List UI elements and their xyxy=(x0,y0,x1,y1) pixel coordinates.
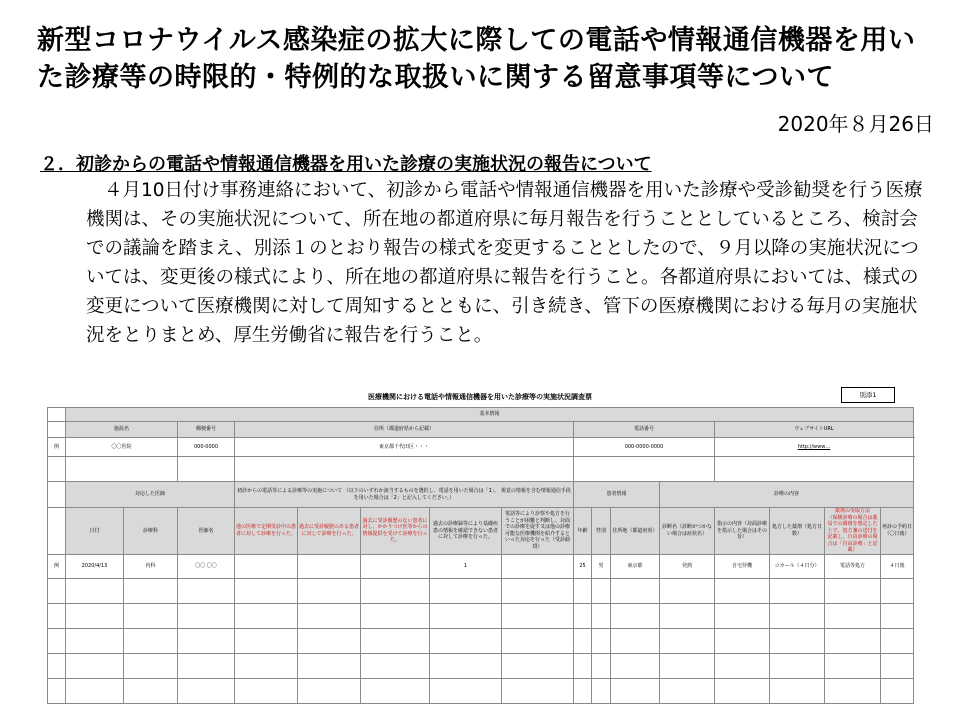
survey-form-image xyxy=(47,386,913,700)
example-address: 東京都千代田区・・・ xyxy=(235,438,574,457)
col-residence: 住所地（都道府県） xyxy=(611,508,660,555)
empty-row xyxy=(48,653,914,678)
empty-row xyxy=(48,603,914,628)
col-website: ウェブサイトURL xyxy=(715,422,914,438)
document-date: 2020年８月26日 xyxy=(777,112,934,136)
col-age: 年齢 xyxy=(574,508,592,555)
example-facility-name: 〇〇医院 xyxy=(66,438,178,457)
col-diagnosis: 診断名（診断がつかない場合は症状名） xyxy=(660,508,715,555)
col-department: 診療科 xyxy=(124,508,178,555)
col-phone: 電話番号 xyxy=(574,422,715,438)
empty-row xyxy=(48,628,914,653)
doctor-group-header: 対応した医師 xyxy=(66,482,235,508)
example-diagnosis: 発熱 xyxy=(660,554,715,578)
blank-cell xyxy=(48,482,66,508)
col-instruction: 指示の内容（対面診療を指示した場合はその旨） xyxy=(715,508,770,555)
col-past-history: 過去に受診履歴のある患者に対して診療を行った。 xyxy=(298,508,361,555)
col-prescription: 処方した薬剤（処方日数） xyxy=(770,508,825,555)
col-recommend-visit: 電話等により診察や処方を行うことが困難と判断し、対面での診療を促す又は他の診療可能な医療機関を紹介するといった対応を行った（受診勧奨） xyxy=(502,508,574,555)
col-postal-code: 郵便番号 xyxy=(178,422,235,438)
form-title: 医療機関における電話や情報通信機器を用いた診療等の実施状況調査票 xyxy=(368,393,592,401)
example-drug-delivery: 電話等処方 xyxy=(825,554,881,578)
col-address: 住所（都道府県から記載） xyxy=(235,422,574,438)
col-doctor-name: 医師名 xyxy=(178,508,235,555)
row-label-example: 例 xyxy=(48,438,66,457)
drug-delivery-label: 薬剤の受取方法 xyxy=(834,508,870,514)
empty-row xyxy=(48,678,914,703)
page-title: 新型コロナウイルス感染症の拡大に際しての電話や情報通信機器を用いた診療等の時限的・特例的な取扱いに関する留意事項等について xyxy=(37,25,916,93)
example-no-record-value: 1 xyxy=(430,554,502,578)
blank-cell xyxy=(48,508,66,555)
empty-row xyxy=(48,578,914,603)
col-regular-patient: 他の医療で定期受診中の患者に対して診療を行った。 xyxy=(235,508,298,555)
example-age: 25 xyxy=(574,554,592,578)
content-group-header: 診療の内容 xyxy=(660,482,914,508)
example-phone: 000-0000-0000 xyxy=(574,438,715,457)
section-body: ４月10日付け事務連絡において、初診から電話や情報通信機器を用いた診療や受診勧奨を行う医療機関は、その実施状況について、所在地の都道府県に毎月報告を行うこととしているところ、検討会での議論を踏まえ、別添１のとおり報告の様式を変更することとしたので、９月以降の実施状況については、変更後の様式により、所在地の都道府県に報告を行うこと。各都道府県においては、様式の変更について医療機関に対して周知するとともに、引き続き、管下の医療機関における毎月の実施状況をとりまとめ、厚生労働省に報告を行うこと。 xyxy=(86,180,923,346)
example-instruction: 自宅待機 xyxy=(715,554,770,578)
basic-info-header: 基本情報 xyxy=(66,408,914,422)
attachment-badge: 別添1 xyxy=(841,387,895,403)
col-no-record: 過去の診療録等により基礎疾患の情報を確認できない患者に対して診療を行った。 xyxy=(430,508,502,555)
col-facility-name: 施設名 xyxy=(66,422,178,438)
blank-cell xyxy=(48,457,66,482)
col-drug-delivery xyxy=(825,508,881,555)
example-date: 2020/4/13 xyxy=(66,554,124,578)
drug-delivery-note: （保険診療の場合は薬局での調剤を想定した上で、処方箋の送付を記載し、自由診療の場合は「自由診療」と記載） xyxy=(827,514,878,553)
example-prescription: コカール（４日分） xyxy=(770,554,825,578)
survey-form-table xyxy=(47,407,914,704)
example-next-date: ４日後 xyxy=(881,554,914,578)
col-date: 日付 xyxy=(66,508,124,555)
col-referral: 過去に受診履歴のない患者に対し、かかりつけ医等からの情報提供を受けて診療を行った。 xyxy=(361,508,430,555)
example-doctor-name: 〇〇 〇〇 xyxy=(178,554,235,578)
row-label-example: 例 xyxy=(48,554,66,578)
col-next-date: 再診の予約日（〇日後） xyxy=(881,508,914,555)
section-heading: ２．初診からの電話や情報通信機器を用いた診療の実施状況の報告について xyxy=(40,154,652,175)
example-postal-code: 000-0000 xyxy=(178,438,235,457)
example-website: http://www… xyxy=(715,438,914,457)
example-residence: 東京都 xyxy=(611,554,660,578)
patient-group-header: 患者情報 xyxy=(574,482,660,508)
blank-cell xyxy=(48,408,66,422)
example-sex: 男 xyxy=(592,554,611,578)
col-sex: 性別 xyxy=(592,508,611,555)
blank-cell xyxy=(48,422,66,438)
example-department: 内科 xyxy=(124,554,178,578)
practice-group-header: 初診からの電話等による診療等の実施について （以下のいずれか該当するものを選択し、電話を用いた場合は「1」、 視覚の情報を含む情報通信手段を用いた場合は「2」と記入してください。） xyxy=(235,482,574,508)
